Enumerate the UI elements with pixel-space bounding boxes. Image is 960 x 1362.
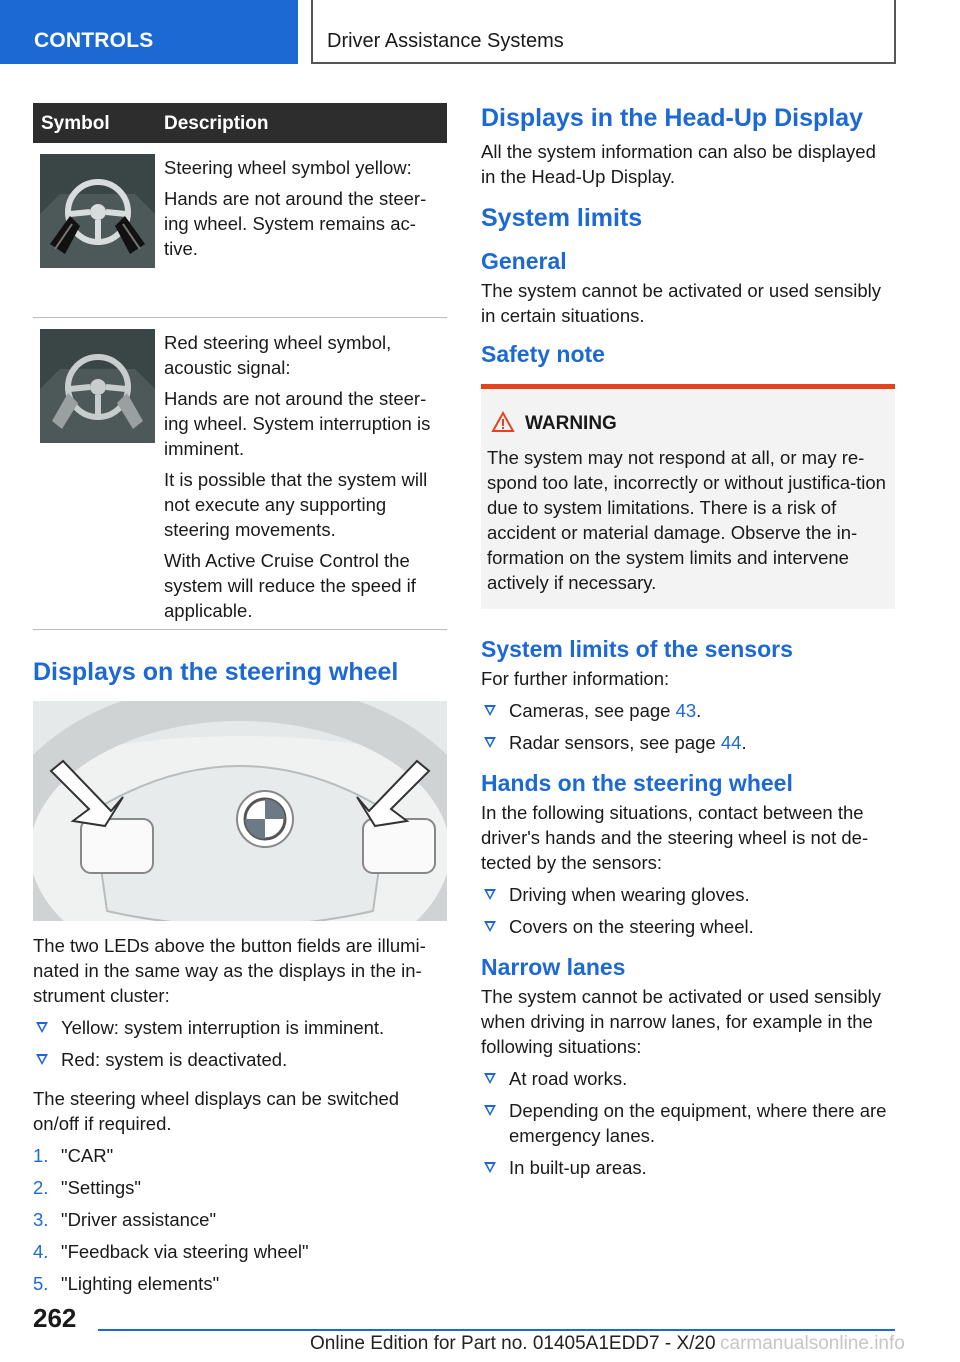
- hands-bullet-list: [481, 882, 895, 939]
- list-item: [481, 882, 895, 907]
- bullet-triangle-icon: [36, 1022, 48, 1033]
- right-column: [481, 103, 895, 1180]
- bullet-triangle-icon: [484, 1162, 496, 1173]
- page-link-radar[interactable]: 44: [720, 732, 742, 753]
- step-text: "CAR": [61, 1145, 114, 1166]
- hands-intro-text: In the following situations, contact between the driver's hands and the steering wheel is not de-tected by the sensors:: [481, 802, 869, 873]
- warning-text: The system may not respond at all, or may re-spond too late, incorrectly or without justifica-tion due to system limitations. There is a risk of accident or material damage. Observe the in-formation on the system limits and intervene actively if necessary.: [487, 447, 886, 593]
- step-number: 4.: [33, 1241, 49, 1262]
- sensors-bullet-list: [481, 698, 895, 755]
- general-heading: General: [481, 248, 567, 274]
- safety-note-heading: Safety note: [481, 341, 605, 367]
- narrow-intro-text: The system cannot be activated or used sensibly when driving in narrow lanes, for example in the following situations:: [481, 986, 882, 1057]
- left-column: [33, 103, 447, 1296]
- list-item: Cameras, see page 43.: [481, 698, 895, 723]
- table-header-description: Description: [164, 113, 269, 134]
- description-paragraph: With Active Cruise Control the system will reduce the speed if applicable.: [164, 550, 416, 621]
- header-chapter-box: [311, 0, 896, 64]
- page-link-cameras[interactable]: 43: [675, 700, 697, 721]
- hud-heading: Displays in the Head-Up Display: [481, 104, 864, 132]
- step-text: "Feedback via steering wheel": [61, 1241, 309, 1262]
- list-item: [481, 1098, 895, 1148]
- list-item: [33, 1143, 447, 1168]
- hud-text: All the system information can also be displayed in the Head-Up Display.: [481, 141, 876, 187]
- bullet-triangle-icon: [484, 737, 496, 748]
- bullet-triangle-icon: [484, 1073, 496, 1084]
- list-item-text: Radar sensors, see page: [509, 732, 721, 753]
- footer-divider: [98, 1329, 895, 1331]
- table-row: [33, 143, 447, 318]
- bullet-triangle-icon: [36, 1054, 48, 1065]
- header-section-tab: [0, 0, 298, 64]
- description-paragraph: It is possible that the system will not execute any supporting steering movements.: [164, 469, 428, 540]
- list-item: [481, 914, 895, 939]
- step-text: "Settings": [61, 1177, 141, 1198]
- table-row: [33, 318, 447, 630]
- list-item: [481, 1155, 895, 1180]
- description-paragraph: Steering wheel symbol yellow:: [164, 157, 412, 178]
- description-paragraph: Red steering wheel symbol, acoustic signal:: [164, 332, 392, 378]
- table-row-description: [164, 143, 447, 275]
- steering-wheel-displays-heading: Displays on the steering wheel: [33, 658, 399, 686]
- bullet-triangle-icon: [484, 921, 496, 932]
- warning-title-text: WARNING: [525, 413, 617, 434]
- list-item-text: In built-up areas.: [509, 1157, 647, 1178]
- list-item: [33, 1207, 447, 1232]
- narrow-bullet-list: [481, 1066, 895, 1180]
- warning-triangle-icon: [491, 411, 515, 433]
- steps-list: [33, 1143, 447, 1296]
- step-number: 3.: [33, 1209, 49, 1230]
- page-number: 262: [33, 1303, 77, 1333]
- bullet-triangle-icon: [484, 705, 496, 716]
- step-number: 2.: [33, 1177, 49, 1198]
- steering-wheel-red-symbol-image: [40, 329, 155, 443]
- list-item-text: Cameras, see page: [509, 700, 676, 721]
- table-header: [33, 103, 447, 143]
- list-item-text: Red: system is deactivated.: [61, 1049, 288, 1070]
- sensor-limits-heading: System limits of the sensors: [481, 636, 793, 662]
- list-item-text: At road works.: [509, 1068, 628, 1089]
- list-item: [33, 1015, 447, 1040]
- hands-heading: Hands on the steering wheel: [481, 770, 793, 796]
- narrow-lanes-heading: Narrow lanes: [481, 954, 626, 980]
- list-item-text: Covers on the steering wheel.: [509, 916, 754, 937]
- table-header-symbol: Symbol: [41, 113, 110, 134]
- sensors-intro-text: For further information:: [481, 668, 670, 689]
- header-chapter-label: Driver Assistance Systems: [327, 30, 564, 52]
- step-text: "Lighting elements": [61, 1273, 220, 1294]
- steering-wheel-illustration: [33, 701, 447, 921]
- bullet-triangle-icon: [484, 1105, 496, 1116]
- step-text: "Driver assistance": [61, 1209, 217, 1230]
- description-paragraph: Hands are not around the steer-ing wheel. System remains ac-tive.: [164, 188, 427, 259]
- step-number: 5.: [33, 1273, 49, 1294]
- general-text: The system cannot be activated or used sensibly in certain situations.: [481, 280, 882, 326]
- footer-watermark: carmanualsonline.info: [720, 1333, 905, 1354]
- warning-box: [481, 384, 895, 609]
- system-limits-heading: System limits: [481, 204, 643, 232]
- list-item: [33, 1175, 447, 1200]
- list-item-text: Yellow: system interruption is imminent.: [61, 1017, 385, 1038]
- list-item-text: Depending on the equipment, where there are emergency lanes.: [509, 1100, 887, 1146]
- led-bullet-list: [33, 1015, 447, 1072]
- list-item: [33, 1271, 447, 1296]
- description-paragraph: Hands are not around the steer-ing wheel. System interruption is imminent.: [164, 388, 431, 459]
- list-item: [33, 1047, 447, 1072]
- list-item-text: Driving when wearing gloves.: [509, 884, 750, 905]
- header-section-label: CONTROLS: [34, 29, 154, 52]
- bullet-triangle-icon: [484, 889, 496, 900]
- list-item: [481, 1066, 895, 1091]
- switch-text: The steering wheel displays can be switched on/off if required.: [33, 1088, 400, 1134]
- step-number: 1.: [33, 1145, 49, 1166]
- footer-edition: Online Edition for Part no. 01405A1EDD7 - X/20: [310, 1333, 716, 1354]
- list-item: Radar sensors, see page 44.: [481, 730, 895, 755]
- table-row-description: [164, 318, 447, 637]
- led-intro-text: The two LEDs above the button fields are illumi-nated in the same way as the displays in the in-strument cluster:: [33, 935, 426, 1006]
- warning-title: [487, 411, 887, 437]
- list-item: [33, 1239, 447, 1264]
- steering-wheel-yellow-symbol-image: [40, 154, 155, 268]
